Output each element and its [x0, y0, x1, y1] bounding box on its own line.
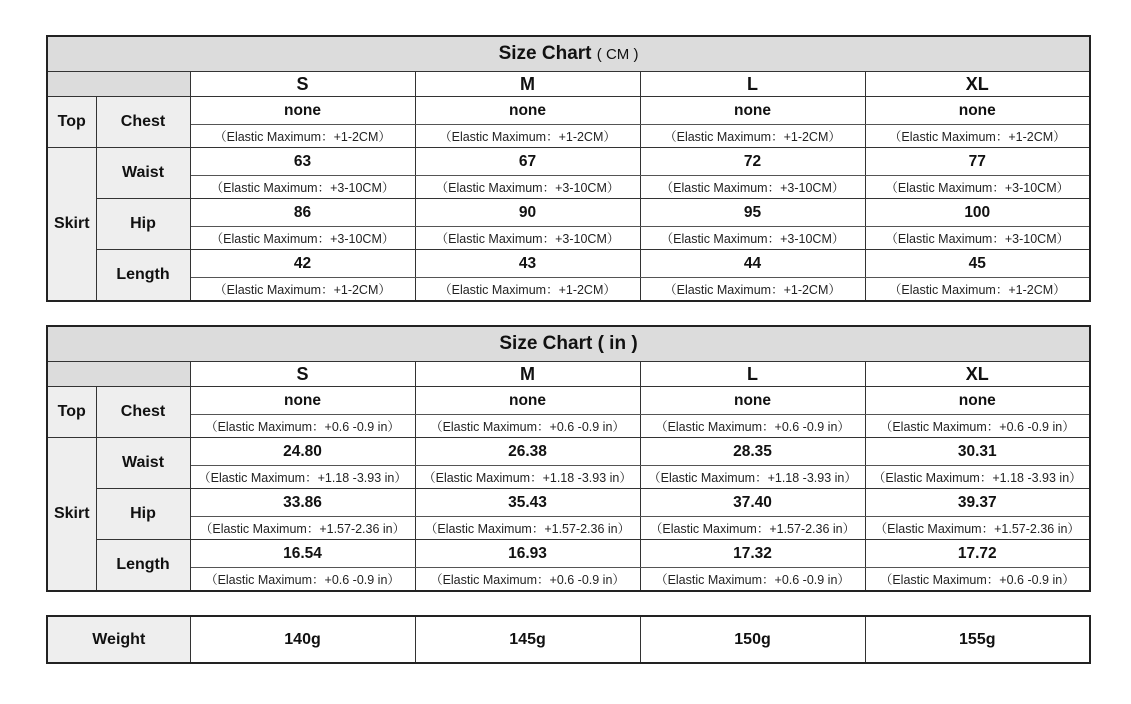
elastic-note: （Elastic Maximum：+3-10CM） [865, 176, 1090, 199]
elastic-note: （Elastic Maximum：+1.18 -3.93 in） [640, 466, 865, 489]
elastic-note: （Elastic Maximum：+3-10CM） [190, 227, 415, 250]
group-skirt: Skirt [47, 148, 96, 302]
elastic-note: （Elastic Maximum：+0.6 -0.9 in） [415, 415, 640, 438]
elastic-note: （Elastic Maximum：+1-2CM） [640, 125, 865, 148]
header-blank [47, 362, 190, 387]
value-cell: 39.37 [865, 489, 1090, 517]
elastic-note: （Elastic Maximum：+3-10CM） [190, 176, 415, 199]
weight-label: Weight [47, 616, 190, 663]
value-cell: none [640, 97, 865, 125]
weight-value-xl: 155g [865, 616, 1090, 663]
weight-table [46, 615, 1091, 664]
value-cell: 30.31 [865, 438, 1090, 466]
size-header-xl: XL [865, 362, 1090, 387]
value-cell: 28.35 [640, 438, 865, 466]
elastic-note: （Elastic Maximum：+1-2CM） [190, 125, 415, 148]
value-cell: 63 [190, 148, 415, 176]
elastic-note: （Elastic Maximum：+0.6 -0.9 in） [415, 568, 640, 592]
header-blank [47, 72, 190, 97]
value-cell: none [190, 387, 415, 415]
elastic-note: （Elastic Maximum：+1-2CM） [190, 278, 415, 302]
elastic-note: （Elastic Maximum：+0.6 -0.9 in） [640, 415, 865, 438]
elastic-note: （Elastic Maximum：+3-10CM） [640, 176, 865, 199]
value-cell: 45 [865, 250, 1090, 278]
group-skirt: Skirt [47, 438, 96, 592]
value-cell: 86 [190, 199, 415, 227]
row-label-hip: Hip [96, 199, 190, 250]
value-cell: 33.86 [190, 489, 415, 517]
size-header-l: L [640, 362, 865, 387]
elastic-note: （Elastic Maximum：+1.57-2.36 in） [865, 517, 1090, 540]
value-cell: 17.32 [640, 540, 865, 568]
group-top: Top [47, 97, 96, 148]
elastic-note: （Elastic Maximum：+1-2CM） [865, 125, 1090, 148]
elastic-note: （Elastic Maximum：+1.57-2.36 in） [415, 517, 640, 540]
elastic-note: （Elastic Maximum：+3-10CM） [865, 227, 1090, 250]
elastic-note: （Elastic Maximum：+0.6 -0.9 in） [865, 568, 1090, 592]
value-cell: 100 [865, 199, 1090, 227]
chart-title-unit: ( CM ) [596, 46, 639, 63]
value-cell: 26.38 [415, 438, 640, 466]
elastic-note: （Elastic Maximum：+1-2CM） [415, 125, 640, 148]
row-label-chest: Chest [96, 97, 190, 148]
value-cell: none [415, 387, 640, 415]
elastic-note: （Elastic Maximum：+0.6 -0.9 in） [190, 568, 415, 592]
elastic-note: （Elastic Maximum：+1-2CM） [415, 278, 640, 302]
size-header-s: S [190, 362, 415, 387]
value-cell: none [865, 387, 1090, 415]
value-cell: 67 [415, 148, 640, 176]
value-cell: none [190, 97, 415, 125]
size-header-m: M [415, 72, 640, 97]
elastic-note: （Elastic Maximum：+0.6 -0.9 in） [640, 568, 865, 592]
elastic-note: （Elastic Maximum：+3-10CM） [415, 227, 640, 250]
value-cell: 42 [190, 250, 415, 278]
weight-value-m: 145g [415, 616, 640, 663]
chart-title-text: Size Chart [498, 43, 592, 64]
row-label-length: Length [96, 250, 190, 302]
value-cell: 16.93 [415, 540, 640, 568]
size-header-s: S [190, 72, 415, 97]
elastic-note: （Elastic Maximum：+0.6 -0.9 in） [865, 415, 1090, 438]
elastic-note: （Elastic Maximum：+1-2CM） [865, 278, 1090, 302]
row-label-length: Length [96, 540, 190, 592]
elastic-note: （Elastic Maximum：+1.18 -3.93 in） [415, 466, 640, 489]
value-cell: 77 [865, 148, 1090, 176]
row-label-waist: Waist [96, 438, 190, 489]
value-cell: none [865, 97, 1090, 125]
row-label-hip: Hip [96, 489, 190, 540]
group-top: Top [47, 387, 96, 438]
size-header-l: L [640, 72, 865, 97]
value-cell: 95 [640, 199, 865, 227]
value-cell: 44 [640, 250, 865, 278]
elastic-note: （Elastic Maximum：+0.6 -0.9 in） [190, 415, 415, 438]
chart-title-text: Size Chart [499, 333, 593, 354]
elastic-note: （Elastic Maximum：+1.18 -3.93 in） [190, 466, 415, 489]
row-label-chest: Chest [96, 387, 190, 438]
value-cell: 16.54 [190, 540, 415, 568]
value-cell: 43 [415, 250, 640, 278]
chart-title [47, 326, 1090, 362]
value-cell: 35.43 [415, 489, 640, 517]
size-header-m: M [415, 362, 640, 387]
weight-value-l: 150g [640, 616, 865, 663]
value-cell: 24.80 [190, 438, 415, 466]
value-cell: none [415, 97, 640, 125]
weight-value-s: 140g [190, 616, 415, 663]
row-label-waist: Waist [96, 148, 190, 199]
elastic-note: （Elastic Maximum：+1.18 -3.93 in） [865, 466, 1090, 489]
elastic-note: （Elastic Maximum：+1-2CM） [640, 278, 865, 302]
size-chart-cm [46, 35, 1091, 302]
chart-title [47, 36, 1090, 72]
size-chart-in [46, 325, 1091, 592]
elastic-note: （Elastic Maximum：+3-10CM） [640, 227, 865, 250]
value-cell: 90 [415, 199, 640, 227]
value-cell: none [640, 387, 865, 415]
value-cell: 72 [640, 148, 865, 176]
chart-title-unit: ( in ) [597, 333, 638, 354]
elastic-note: （Elastic Maximum：+1.57-2.36 in） [190, 517, 415, 540]
elastic-note: （Elastic Maximum：+1.57-2.36 in） [640, 517, 865, 540]
size-header-xl: XL [865, 72, 1090, 97]
value-cell: 17.72 [865, 540, 1090, 568]
value-cell: 37.40 [640, 489, 865, 517]
elastic-note: （Elastic Maximum：+3-10CM） [415, 176, 640, 199]
